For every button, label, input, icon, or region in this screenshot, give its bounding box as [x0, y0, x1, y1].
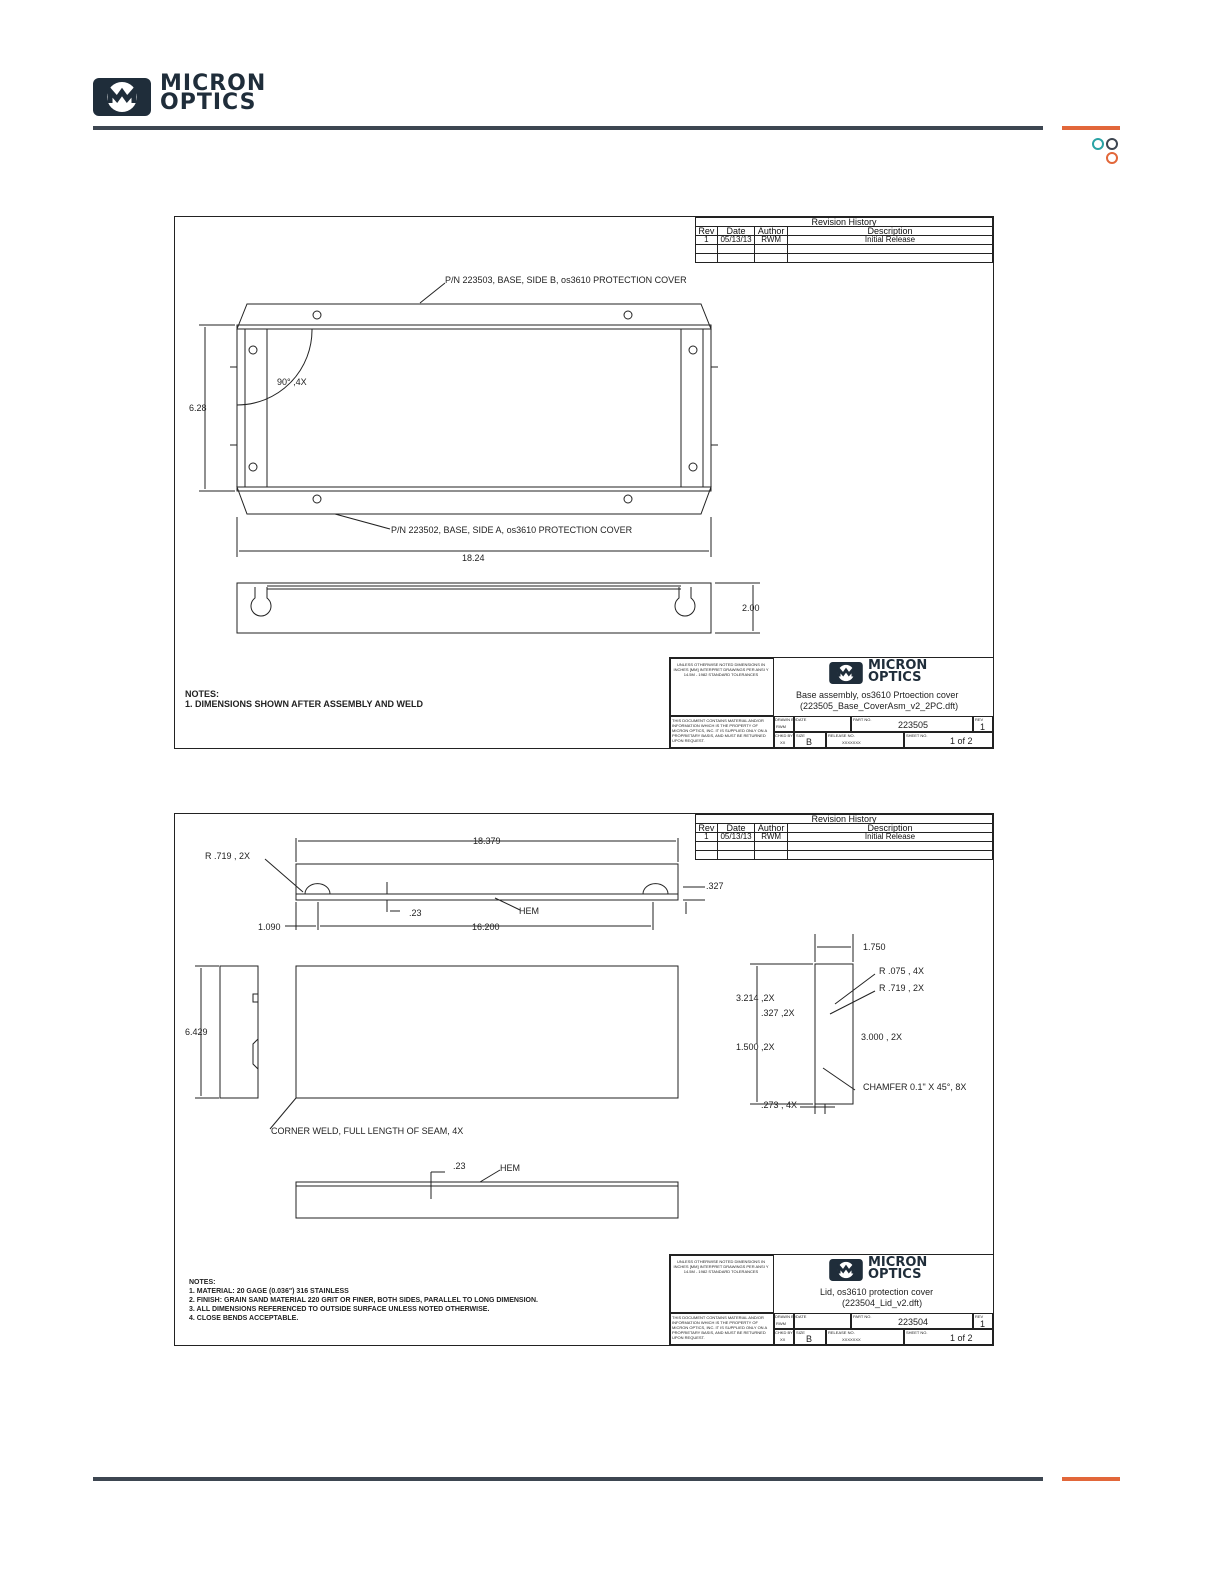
tolerance-text: UNLESS OTHERWISE NOTED DIMENSIONS IN INCHES [MM] INTERPRET DRAWINGS PER ANSI Y 14.5M - 1982 STANDARD TOLERANCES	[673, 662, 769, 677]
proprietary-text: THIS DOCUMENT CONTAINS MATERIAL AND/OR INFORMATION WHICH IS THE PROPERTY OF MICRON OPTICS, INC. IT IS SUPPLIED ONLY ON A PROPRIETARY BASIS, AND MUST BE RETURNED UPON REQUEST.	[672, 1315, 767, 1340]
title-block-wordmark: MICRON OPTICS	[868, 658, 928, 685]
notes: NOTES: 1. MATERIAL: 20 GAGE (0.036") 316 STAINLESS 2. FINISH: GRAIN SAND MATERIAL 220 GRIT OR FINER, BOTH SIDES, PARALLEL TO LONG DIMENSION. 3. ALL DIMENSIONS REFERENCED TO OUTSIDE SURFACE UNLESS NOTED OTHERWISE. 4. CLOSE BENDS ACCEPTABLE.	[189, 1279, 538, 1322]
callout-side-a: P/N 223502, BASE, SIDE A, os3610 PROTECTION COVER	[391, 525, 633, 535]
three-circles-icon	[1090, 136, 1122, 168]
dim-height: 6.28	[189, 403, 207, 413]
drawing-title: Base assembly, os3610 Prtoection cover	[796, 690, 959, 700]
dim-side: 2.00	[742, 603, 760, 613]
revision-history-table: Revision History Rev Date Author Description 1 05/13/13 RWM Initial Release	[695, 217, 993, 263]
notes: NOTES: 1. DIMENSIONS SHOWN AFTER ASSEMBLY AND WELD	[185, 689, 424, 709]
sheet-number: 1 of 2	[950, 736, 973, 746]
revision-history-table: Revision History Rev Date Author Description 1 05/13/13 RWM Initial Release	[695, 814, 993, 860]
title-block: UNLESS OTHERWISE NOTED DIMENSIONS IN INCHES [MM] INTERPRET DRAWINGS PER ANSI Y 14.5M - 1982 STANDARD TOLERANCES THIS DOCUMENT CONTAINS MATERIAL AND/OR INFORMATION WHICH IS THE PROPERTY OF MICRON OPTICS, INC. IT IS SUPPLIED ONLY ON A PROPRIETARY BASIS, AND MUST BE RETURNED UPON REQUEST. MICRON OPTICS Base assembly, os3610 Prtoection cover (223505_Base_CoverAsm_v2_2PC.dft) DRAWN BY RWM DATE PART NO. 223505 REV 1 CHKD BY XX SIZE B RELEASE NO. XXXXXXX SHEET NO. 1 of 2	[669, 657, 994, 749]
micron-optics-logo-icon	[828, 1259, 864, 1281]
title-block-wordmark: MICRON OPTICS	[868, 1255, 928, 1282]
micron-optics-logo-icon	[828, 662, 864, 684]
header-rule	[93, 126, 1043, 130]
drawing-base-assembly	[174, 216, 994, 749]
title-block: UNLESS OTHERWISE NOTED DIMENSIONS IN INCHES [MM] INTERPRET DRAWINGS PER ANSI Y 14.5M - 1982 STANDARD TOLERANCES THIS DOCUMENT CONTAINS MATERIAL AND/OR INFORMATION WHICH IS THE PROPERTY OF MICRON OPTICS, INC. IT IS SUPPLIED ONLY ON A PROPRIETARY BASIS, AND MUST BE RETURNED UPON REQUEST. MICRON OPTICS Lid, os3610 protection cover (223504_Lid_v2.dft) DRAWN BY RWM DATE PART NO. 223504 REV 1 CHKD BY XX SIZE B RELEASE NO. XXXXXXX SHEET NO. 1 of 2	[669, 1254, 994, 1346]
drawing-filename: (223505_Base_CoverAsm_v2_2PC.dft)	[800, 701, 959, 711]
sheet-number: 1 of 2	[950, 1333, 973, 1343]
part-number: 223504	[898, 1317, 929, 1327]
drawing-title: Lid, os3610 protection cover	[820, 1287, 934, 1297]
callout-side-b: P/N 223503, BASE, SIDE B, os3610 PROTECTION COVER	[445, 275, 687, 285]
tolerance-text: UNLESS OTHERWISE NOTED DIMENSIONS IN INCHES [MM] INTERPRET DRAWINGS PER ANSI Y 14.5M - 1982 STANDARD TOLERANCES	[673, 1259, 769, 1274]
footer-rule	[93, 1477, 1043, 1481]
angle-label: 90° ,4X	[277, 377, 307, 387]
dim-width: 18.24	[462, 553, 485, 563]
logo-wordmark: MICRON OPTICS	[160, 71, 267, 115]
proprietary-text: THIS DOCUMENT CONTAINS MATERIAL AND/OR INFORMATION WHICH IS THE PROPERTY OF MICRON OPTICS, INC. IT IS SUPPLIED ONLY ON A PROPRIETARY BASIS, AND MUST BE RETURNED UPON REQUEST.	[672, 718, 767, 743]
header-rule-accent	[1062, 126, 1120, 130]
footer-rule-accent	[1062, 1477, 1120, 1481]
drawing-lid: Revision History Rev Date Author Description 1 05/13/13 RWM Initial Release 18.379 R .719 , 2X .327 .23 HEM 1.090 16.200 6.429 1.750 R .075 , 4X R .719 , 2X 3.214 ,2X .327 ,2X 3.000 , 2X 1.500 ,2X CHAMFER 0.1" X 45°, 8X .273 , 4X CORNER WELD, FULL LENGTH OF SEAM, 4X .23 HEM NOTES: 1. MATERIAL: 20 GAGE (0.036") 316 STAINLESS 2. FINISH: GRAIN SAND MATERIAL 220 GRIT OR FINER, BOTH SIDES, PARALLEL TO LONG DIMENSION. 3. ALL DIMENSIONS REFERENCED TO OUTSIDE SURFACE UNLESS NOTED OTHERWISE. 4. CLOSE BENDS ACCEPTABLE. UNLESS OTHERWISE NOTED DIMENSIONS IN INCHES [MM] INTERPRET DRAWINGS PER ANSI Y 14.5M - 1982 STANDARD TOLERANCES THIS DOCUMENT CONTAINS MATERIAL AND/OR INFORMATION WHICH IS THE PROPERTY OF MICRON OPTICS, INC. IT IS SUPPLIED ONLY ON A PROPRIETARY BASIS, AND MUST BE RETURNED UPON REQUEST. MICRON OPTICS Lid, os3610 protection cover (223504_Lid_v2.dft) DRAWN BY RWM DATE PART NO. 223504 REV 1 CHKD BY XX SIZE B RELEASE NO. XXXXXXX SHEET NO. 1 of 2	[174, 813, 994, 1346]
part-number: 223505	[898, 720, 929, 730]
drawing-filename: (223504_Lid_v2.dft)	[842, 1298, 923, 1308]
